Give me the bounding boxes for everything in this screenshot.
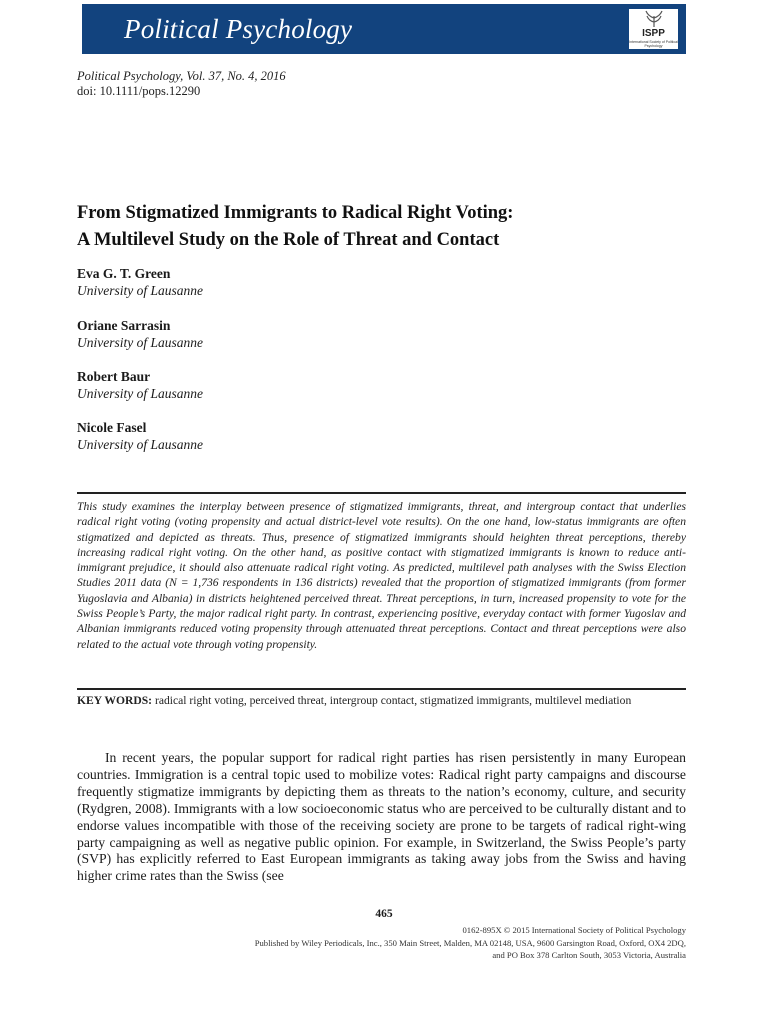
title-line: A Multilevel Study on the Role of Threat and Contact	[77, 230, 500, 250]
author-name: Eva G. T. Green	[77, 266, 171, 281]
abstract-top-rule	[77, 492, 686, 494]
keywords	[77, 693, 697, 708]
doi: doi: 10.1111/pops.12290	[77, 84, 201, 98]
paper-title	[77, 200, 697, 254]
page-number: 465	[375, 908, 393, 920]
author-affiliation: University of Lausanne	[77, 335, 203, 350]
author-name: Nicole Fasel	[77, 420, 147, 435]
journal-banner	[82, 4, 686, 54]
author-affiliation: University of Lausanne	[77, 386, 203, 401]
author-block	[77, 317, 477, 351]
logo-subtext: International Society of Political Psychology	[629, 40, 678, 48]
footer-line: and PO Box 378 Carlton South, 3053 Victoria, Australia	[492, 950, 686, 960]
author-affiliation: University of Lausanne	[77, 283, 203, 298]
journal-citation: Political Psychology, Vol. 37, No. 4, 2016	[77, 69, 286, 83]
ispp-logo	[629, 9, 678, 49]
logo-text: ISPP	[642, 28, 665, 39]
laurel-icon	[643, 10, 665, 28]
author-name: Robert Baur	[77, 369, 151, 384]
title-line: From Stigmatized Immigrants to Radical Right Voting:	[77, 203, 514, 223]
footer-line: Published by Wiley Periodicals, Inc., 350 Main Street, Malden, MA 02148, USA, 9600 Garsington Road, Oxford, OX4 2DQ,	[254, 937, 686, 948]
author-name: Oriane Sarrasin	[77, 318, 171, 333]
body-paragraph: In recent years, the popular support for radical right parties has risen persistently in many European countries. Immigration is a central topic used to mobilize votes: Radical right party campaigns and discourse frequently stigmatize immigrants by depicting them as threats to the nation’s economy, culture, and security (Rydgren, 2008). Immigrants with a low socioeconomic status who are perceived to be culturally distant and to endorse values incompatible with those of the receiving society are prone to be targets of radical right-wing party campaigning as well as negative public opinion. For example, in Switzerland, the Swiss People’s party (SVP) has explicitly referred to East European immigrants as taking away jobs from the Swiss and having higher crime rates than the Swiss (see	[77, 750, 686, 884]
author-block	[77, 265, 477, 299]
citation	[77, 69, 286, 99]
copyright-footer	[160, 924, 686, 962]
journal-banner-title: Political Psychology	[124, 14, 353, 44]
author-block	[77, 419, 477, 453]
author-affiliation: University of Lausanne	[77, 437, 203, 452]
keywords-text: radical right voting, perceived threat, intergroup contact, stigmatized immigrants, multilevel mediation	[154, 694, 632, 707]
abstract-bottom-rule	[77, 688, 686, 690]
abstract: This study examines the interplay between presence of stigmatized immigrants, threat, and intergroup contact that underlies radical right voting (voting propensity and actual district-level vote results). On the one hand, low-status immigrants are often stigmatized and depicted as threats. Thus, presence of stigmatized immigrants should heighten threat perceptions, thereby increasing radical right voting. On the other hand, as positive contact with stigmatized immigrants is known to reduce anti-immigrant prejudice, it should also attenuate radical right voting. As predicted, multilevel path analyses with the Swiss Election Studies 2011 data (N = 1,736 respondents in 136 districts) revealed that the proportion of stigmatized immigrants (from former Yugoslavia and Albania) in districts heightened perceived threat. Threat perceptions, in turn, increased propensity to vote for the Swiss People’s Party, the major radical right party. In contrast, experiencing positive, everyday contact with former Yugoslav and Albanian immigrants reduced voting propensity through attenuated threat perceptions. Contact and threat perceptions were also related to the actual vote through voting propensity.	[77, 500, 686, 651]
keywords-label: KEY WORDS:	[77, 694, 153, 707]
author-block	[77, 368, 477, 402]
footer-line: 0162-895X © 2015 International Society of Political Psychology	[462, 925, 686, 935]
